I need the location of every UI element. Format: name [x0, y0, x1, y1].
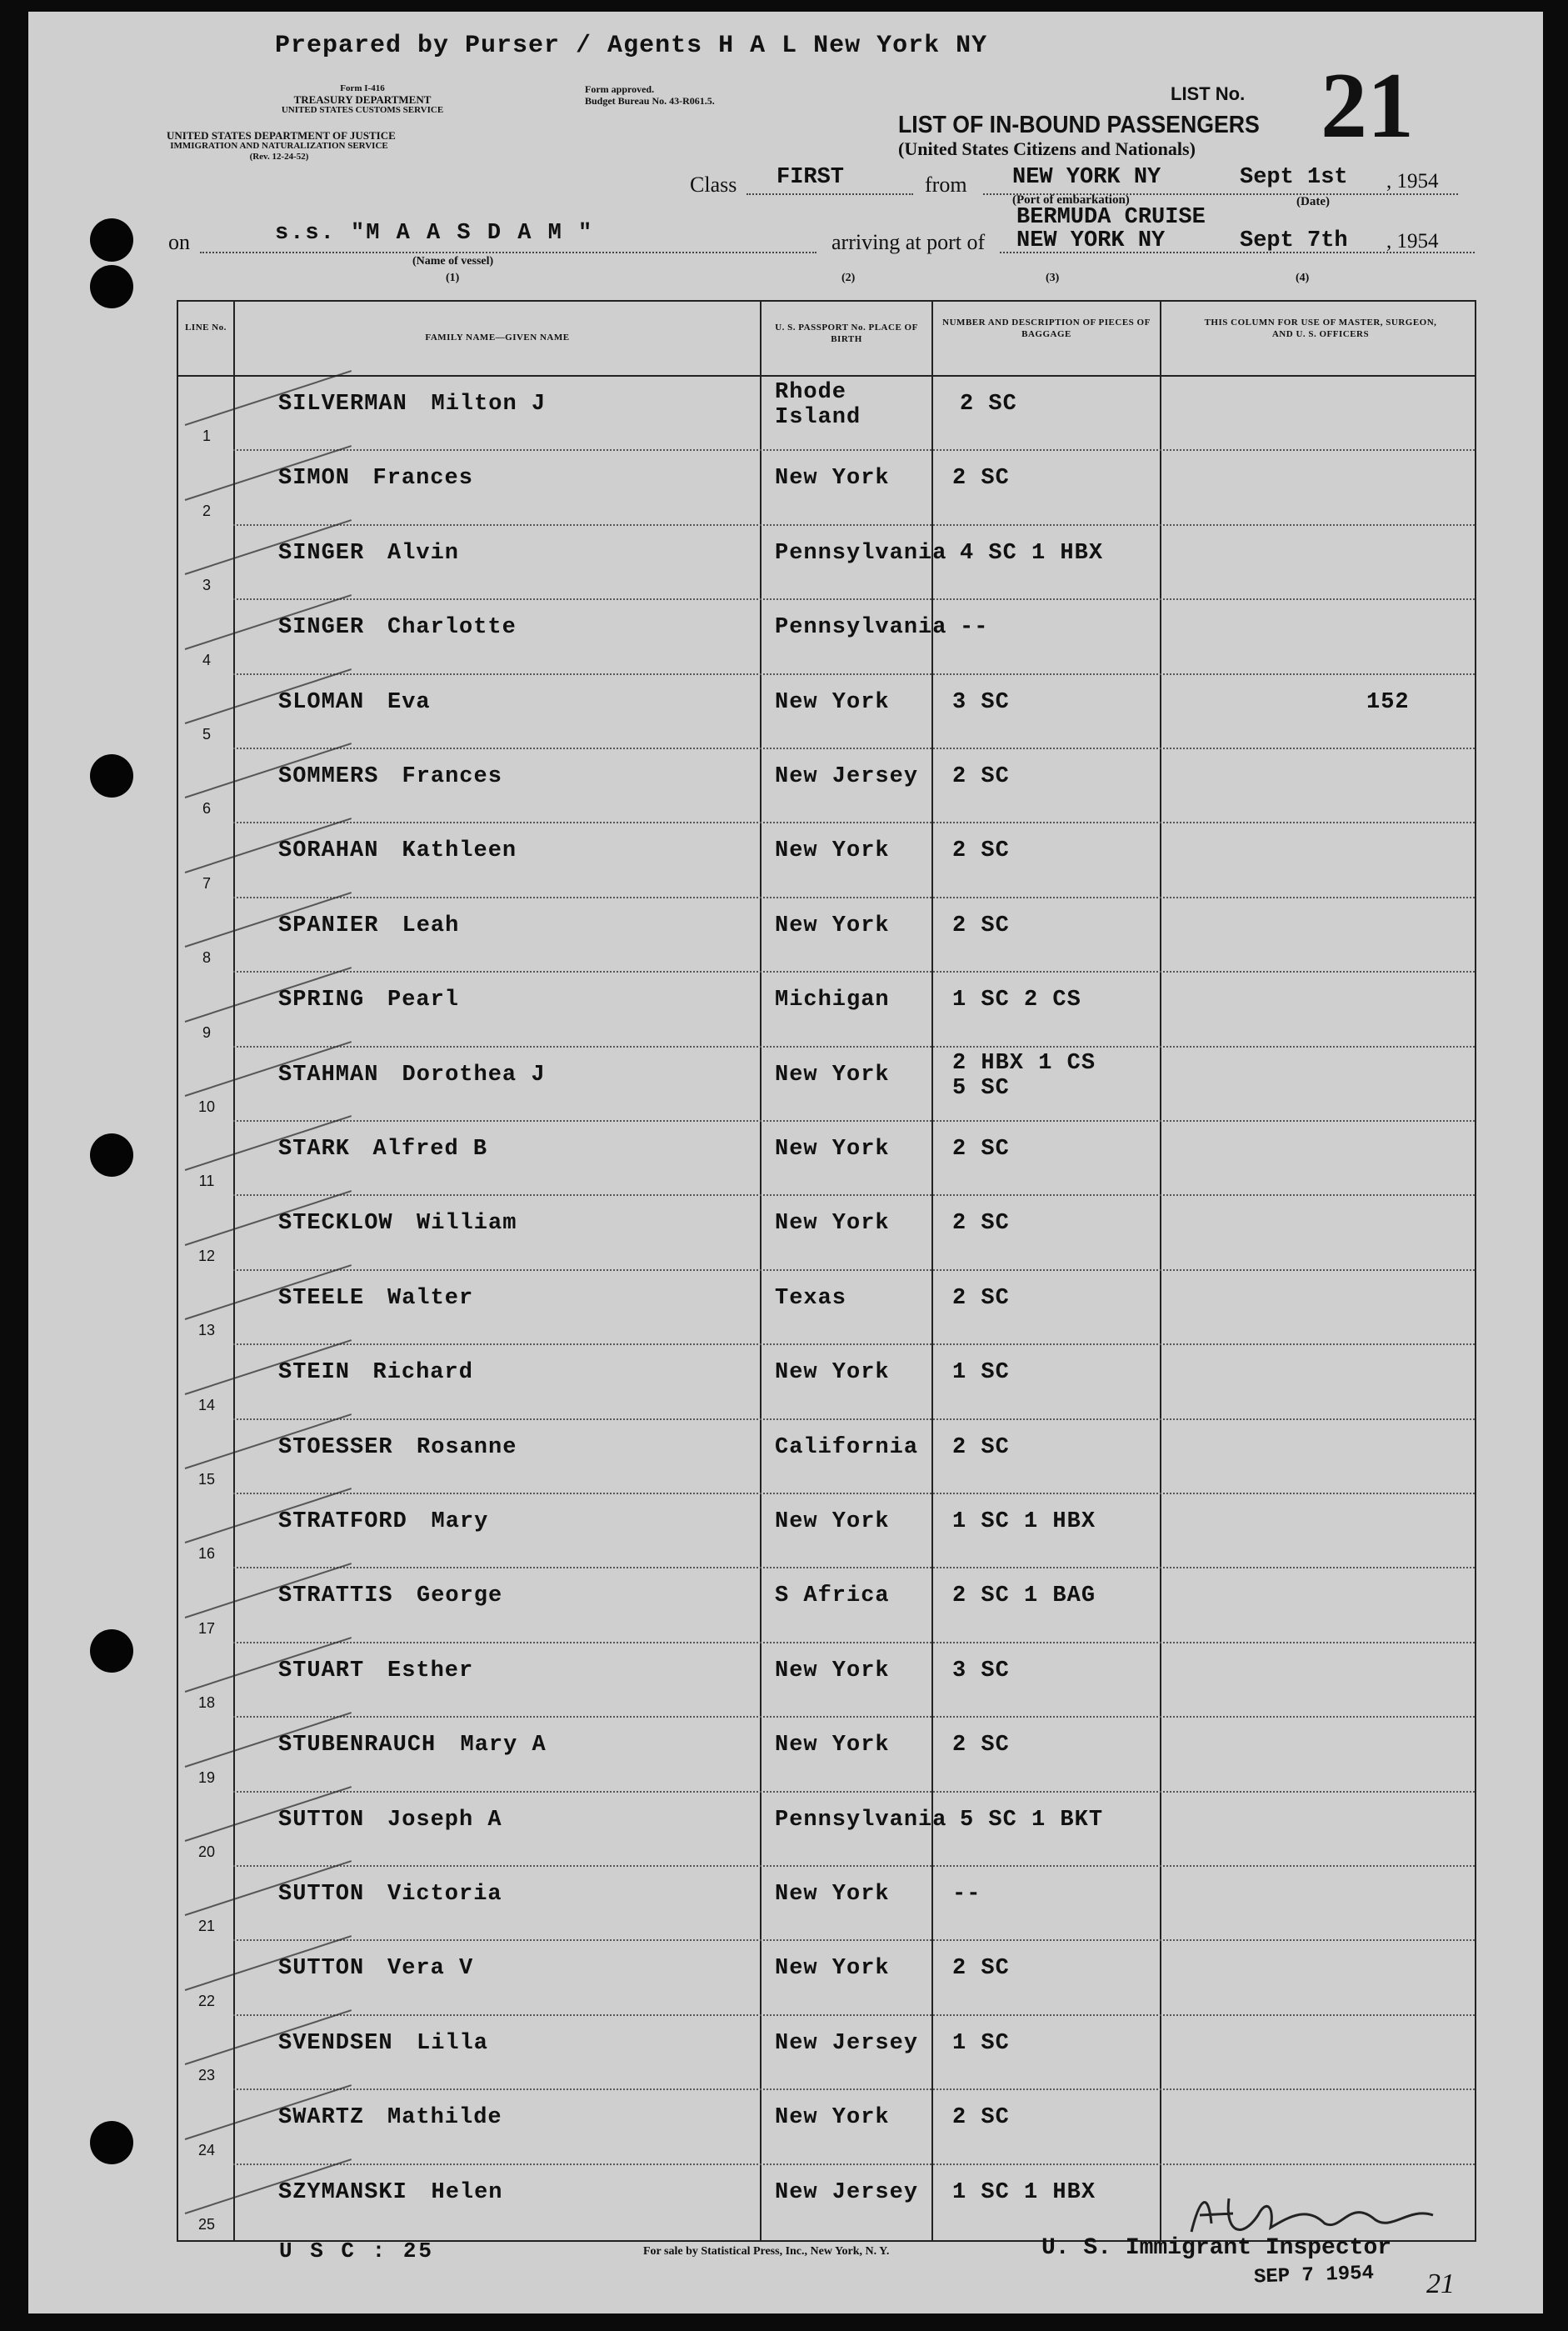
line-number: 7: [202, 874, 211, 892]
form-number: Form I-416: [340, 83, 385, 93]
row-separator: [233, 971, 1475, 973]
baggage: 3 SC: [952, 1658, 1010, 1683]
baggage: 2 SC: [952, 838, 1010, 864]
justice-block: [167, 129, 396, 163]
line-number: 21: [197, 1918, 216, 1935]
baggage: --: [960, 615, 989, 641]
col4-caption: (4): [1296, 272, 1310, 284]
given-name: Rosanne: [417, 1434, 517, 1460]
family-name: STEIN: [278, 1360, 351, 1386]
row-separator: [233, 748, 1475, 749]
baggage: 4 SC 1 HBX: [960, 540, 1104, 566]
line-number: 25: [197, 2216, 216, 2233]
place-of-birth: Pennsylvania: [775, 540, 947, 566]
row-separator: [233, 2163, 1475, 2165]
approval-block: [585, 83, 715, 107]
family-name: STEELE: [278, 1285, 365, 1311]
col2-caption: (2): [841, 272, 856, 284]
table-header-border: [177, 375, 1476, 377]
inspector-title: U. S. Immigrant Inspector: [1041, 2235, 1392, 2261]
given-name: Charlotte: [387, 615, 517, 641]
baggage: 2 SC: [952, 1137, 1010, 1162]
row-separator: [233, 673, 1475, 675]
place-of-birth: New Jersey: [775, 2179, 919, 2205]
given-name: Frances: [372, 466, 473, 492]
baggage: 2 SC: [952, 2105, 1010, 2131]
form-dept: TREASURY DEPARTMENT: [293, 93, 432, 106]
family-name: STOESSER: [278, 1434, 393, 1460]
row-separator: [233, 2014, 1475, 2016]
arrival-port: NEW YORK NY: [1016, 228, 1166, 253]
dept-justice: UNITED STATES DEPARTMENT OF JUSTICE: [167, 129, 396, 142]
place-of-birth: New York: [775, 689, 890, 715]
column-divider: [931, 300, 933, 2242]
place-of-birth: New York: [775, 1062, 890, 1088]
page-mark: 21: [1426, 2268, 1455, 2299]
row-separator: [233, 2088, 1475, 2090]
family-name: SZYMANSKI: [278, 2179, 407, 2205]
line-number: 20: [197, 1843, 216, 1860]
given-name: Kathleen: [402, 838, 517, 864]
col-header-baggage: NUMBER AND DESCRIPTION OF PIECES OF BAGGAGE: [942, 318, 1151, 339]
col3-caption: (3): [1046, 272, 1060, 284]
place-of-birth: Pennsylvania: [775, 615, 947, 641]
row-separator: [233, 1567, 1475, 1568]
punch-hole: [90, 754, 133, 798]
baggage: 1 SC 1 HBX: [952, 2179, 1096, 2205]
given-name: Vera V: [387, 1956, 474, 1982]
row-separator: [233, 897, 1475, 898]
baggage: 2 SC: [952, 466, 1010, 492]
line-number: 14: [197, 1396, 216, 1413]
baggage: 2 HBX 1 CS 5 SC: [952, 1050, 1096, 1101]
given-name: Eva: [387, 689, 431, 715]
arriving-label: arriving at port of: [831, 230, 986, 254]
dept-rev: (Rev. 12-24-52): [249, 152, 309, 162]
family-name: STAHMAN: [278, 1062, 379, 1088]
approval-line: Form approved.: [585, 83, 655, 95]
line-number: 22: [197, 1992, 216, 2009]
baggage: 1 SC 2 CS: [952, 988, 1081, 1013]
punch-hole: [90, 265, 133, 308]
given-name: Pearl: [387, 988, 460, 1013]
officer-note: 152: [1366, 689, 1410, 715]
family-name: STECKLOW: [278, 1211, 393, 1237]
row-separator: [233, 1865, 1475, 1867]
line-number: 3: [202, 577, 211, 594]
row-separator: [233, 1120, 1475, 1122]
place-of-birth: California: [775, 1434, 919, 1460]
inspector-signature: [1183, 2182, 1458, 2248]
given-name: Mathilde: [387, 2105, 502, 2131]
signature-graphic: [1183, 2182, 1458, 2248]
baggage: 2 SC: [960, 392, 1017, 417]
col-header-officers: THIS COLUMN FOR USE OF MASTER, SURGEON, AND U. S. OFFICERS: [1204, 318, 1437, 339]
family-name: SINGER: [278, 615, 365, 641]
row-separator: [233, 1493, 1475, 1494]
column-divider: [1160, 300, 1161, 2242]
cruise-name: BERMUDA CRUISE: [1016, 205, 1206, 230]
place-of-birth: Pennsylvania: [775, 1807, 947, 1833]
embark-date: Sept 1st: [1240, 165, 1348, 190]
place-of-birth: New York: [775, 1658, 890, 1683]
baggage: 2 SC: [952, 1733, 1010, 1758]
baggage: 2 SC: [952, 1285, 1010, 1311]
row-separator: [233, 524, 1475, 526]
usc-count: U S C : 25: [279, 2238, 435, 2263]
family-name: SWARTZ: [278, 2105, 365, 2131]
form-id-block: [275, 83, 450, 116]
line-number: 10: [197, 1098, 216, 1115]
dept-ins: IMMIGRATION AND NATURALIZATION SERVICE: [170, 141, 388, 151]
given-name: Milton J: [431, 392, 547, 417]
place-of-birth: New Jersey: [775, 764, 919, 789]
class-label: Class: [690, 173, 737, 197]
given-name: Joseph A: [387, 1807, 502, 1833]
family-name: STARK: [278, 1137, 351, 1162]
line-number: 24: [197, 2141, 216, 2158]
inspection-stamp-date: SEP 7 1954: [1253, 2262, 1375, 2289]
table-right-border: [1475, 300, 1476, 2242]
place-of-birth: Rhode Island: [775, 380, 861, 430]
family-name: SINGER: [278, 540, 365, 566]
embark-port: NEW YORK NY: [1012, 165, 1161, 190]
baggage: 2 SC: [952, 764, 1010, 789]
line-number: 1: [202, 428, 211, 445]
given-name: Frances: [402, 764, 502, 789]
given-name: Lilla: [417, 2030, 489, 2056]
family-name: STRATTIS: [278, 1583, 393, 1609]
arrival-year: , 1954: [1386, 230, 1439, 253]
family-name: SORAHAN: [278, 838, 379, 864]
baggage: 1 SC: [952, 2030, 1010, 2056]
family-name: SUTTON: [278, 1956, 365, 1982]
row-separator: [233, 449, 1475, 451]
date-caption: (Date): [1296, 195, 1330, 208]
line-number: 12: [197, 1247, 216, 1264]
row-separator: [233, 598, 1475, 600]
row-separator: [233, 1269, 1475, 1271]
given-name: Walter: [387, 1285, 474, 1311]
place-of-birth: New York: [775, 1882, 890, 1907]
given-name: Esther: [387, 1658, 474, 1683]
given-name: Alvin: [387, 540, 460, 566]
family-name: SPRING: [278, 988, 365, 1013]
baggage: 1 SC: [952, 1360, 1010, 1386]
family-name: SUTTON: [278, 1807, 365, 1833]
row-separator: [233, 1046, 1475, 1048]
family-name: SILVERMAN: [278, 392, 407, 417]
family-name: SOMMERS: [278, 764, 379, 789]
line-number: 8: [202, 949, 211, 967]
line-number: 2: [202, 502, 211, 519]
line-number: 23: [197, 2067, 216, 2084]
col-header-place: U. S. PASSPORT No. PLACE OF BIRTH: [775, 323, 918, 344]
given-name: William: [417, 1211, 517, 1237]
line-number: 13: [197, 1322, 216, 1339]
row-separator: [233, 1194, 1475, 1196]
row-separator: [233, 822, 1475, 823]
given-name: Dorothea J: [402, 1062, 546, 1088]
line-number: 17: [197, 1619, 216, 1637]
family-name: SUTTON: [278, 1882, 365, 1907]
baggage: 2 SC: [952, 913, 1010, 938]
class-value: FIRST: [777, 165, 845, 190]
family-name: STUART: [278, 1658, 365, 1683]
given-name: George: [417, 1583, 503, 1609]
page-title: LIST OF IN-BOUND PASSENGERS: [898, 112, 1260, 138]
line-number: 18: [197, 1694, 216, 1712]
given-name: Alfred B: [372, 1137, 488, 1162]
given-name: Victoria: [387, 1882, 502, 1907]
family-name: SLOMAN: [278, 689, 365, 715]
line-number: 6: [202, 800, 211, 818]
place-of-birth: S Africa: [775, 1583, 890, 1609]
place-of-birth: New York: [775, 838, 890, 864]
given-name: Richard: [372, 1360, 473, 1386]
embark-caption: (Port of embarkation): [1012, 193, 1130, 207]
column-divider: [233, 300, 235, 2242]
family-name: SVENDSEN: [278, 2030, 393, 2056]
given-name: Mary A: [460, 1733, 547, 1758]
given-name: Leah: [402, 913, 460, 938]
place-of-birth: New York: [775, 466, 890, 492]
family-name: SIMON: [278, 466, 351, 492]
row-separator: [233, 1642, 1475, 1643]
row-separator: [233, 1716, 1475, 1718]
row-separator: [233, 1939, 1475, 1941]
place-of-birth: New York: [775, 1733, 890, 1758]
col1-caption: (1): [446, 272, 460, 284]
printer-note: For sale by Statistical Press, Inc., New York, N. Y.: [643, 2245, 890, 2258]
list-no-label: LIST No.: [1171, 83, 1246, 104]
place-of-birth: New York: [775, 1360, 890, 1386]
given-name: Helen: [431, 2179, 503, 2205]
place-of-birth: Texas: [775, 1285, 847, 1311]
row-separator: [233, 1418, 1475, 1420]
form-service: UNITED STATES CUSTOMS SERVICE: [281, 105, 444, 115]
place-of-birth: New York: [775, 2105, 890, 2131]
place-of-birth: New York: [775, 913, 890, 938]
from-label: from: [925, 173, 967, 197]
punch-hole: [90, 218, 133, 262]
vessel-caption: (Name of vessel): [412, 255, 494, 268]
arrival-date: Sept 7th: [1240, 228, 1348, 253]
table-left-border: [177, 300, 178, 2242]
punch-hole: [90, 1629, 133, 1673]
family-name: STRATFORD: [278, 1509, 407, 1534]
baggage: 1 SC 1 HBX: [952, 1509, 1096, 1534]
baggage: 2 SC 1 BAG: [952, 1583, 1096, 1609]
baggage: 2 SC: [952, 1956, 1010, 1982]
line-number: 19: [197, 1768, 216, 1786]
line-number: 11: [198, 1173, 215, 1190]
place-of-birth: New York: [775, 1211, 890, 1237]
budget-line: Budget Bureau No. 43-R061.5.: [585, 95, 715, 107]
embark-year: , 1954: [1386, 170, 1439, 193]
baggage: 5 SC 1 BKT: [960, 1807, 1104, 1833]
family-name: SPANIER: [278, 913, 379, 938]
row-separator: [233, 1791, 1475, 1793]
prepared-by-line: Prepared by Purser / Agents H A L New York NY: [275, 32, 988, 60]
line-number: 16: [197, 1545, 216, 1563]
list-number: 21: [1321, 54, 1414, 158]
row-separator: [233, 1343, 1475, 1345]
baggage: 2 SC: [952, 1211, 1010, 1237]
baggage: 3 SC: [952, 689, 1010, 715]
punch-hole: [90, 1133, 133, 1177]
place-of-birth: New Jersey: [775, 2030, 919, 2056]
page-subtitle: (United States Citizens and Nationals): [898, 138, 1196, 159]
baggage: --: [952, 1882, 981, 1907]
column-divider: [760, 300, 762, 2242]
table-top-border: [177, 300, 1476, 302]
place-of-birth: New York: [775, 1137, 890, 1162]
line-number: 15: [197, 1471, 216, 1488]
on-label: on: [168, 230, 190, 254]
line-number: 5: [202, 726, 211, 743]
baggage: 2 SC: [952, 1434, 1010, 1460]
family-name: STUBENRAUCH: [278, 1733, 437, 1758]
line-number: 9: [202, 1023, 211, 1041]
place-of-birth: New York: [775, 1956, 890, 1982]
punch-hole: [90, 2121, 133, 2164]
col-header-name: FAMILY NAME—GIVEN NAME: [425, 333, 570, 343]
given-name: Mary: [431, 1509, 489, 1534]
line-number: 4: [202, 651, 211, 668]
place-of-birth: New York: [775, 1509, 890, 1534]
vessel-name: s.s. "M A A S D A M ": [275, 221, 594, 246]
place-of-birth: Michigan: [775, 988, 890, 1013]
col-header-line-no: LINE No.: [185, 323, 227, 333]
